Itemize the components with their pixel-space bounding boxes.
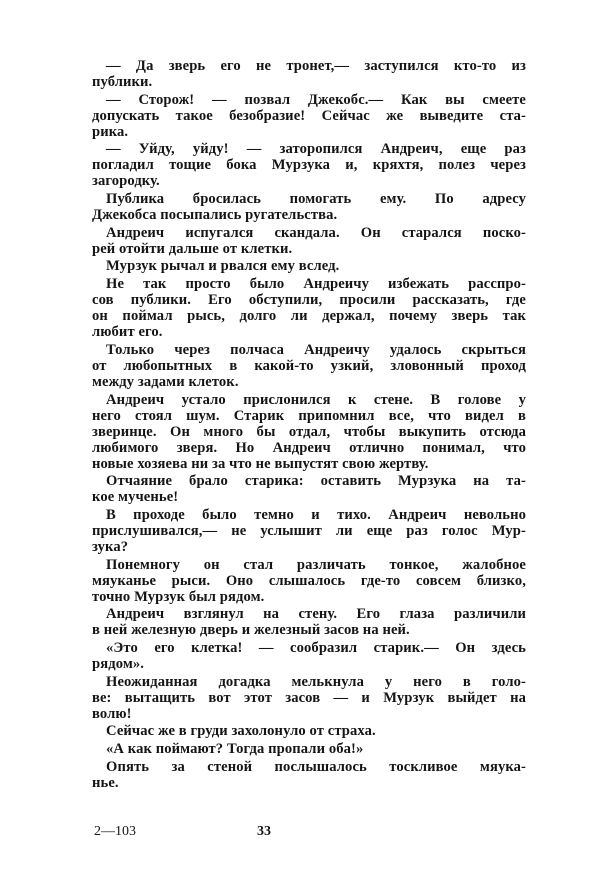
text-line: Андреич испугался скандала. Он старался поско-: [106, 224, 526, 241]
text-line: ве: вытащить вот этот засов — и Мурзук выйдет на: [92, 689, 526, 706]
text-line: погладил тощие бока Мурзука и, кряхтя, полез через: [92, 157, 526, 174]
paragraph: [92, 557, 526, 605]
text-line: Джекобса посыпались ругательства.: [92, 207, 338, 224]
page-number: 33: [257, 824, 271, 839]
text-line: — Сторож! — позвал Джекобс.— Как вы смеете: [106, 91, 526, 108]
text-line: новые хозяева ни за что не выпустят свою жертву.: [92, 455, 429, 472]
text-line: Сейчас же в груди захолонуло от страха.: [106, 723, 376, 740]
paragraph: [92, 92, 526, 140]
text-line: В проходе было темно и тихо. Андреич невольно: [106, 506, 526, 523]
text-line: рика.: [92, 123, 129, 140]
paragraph: [92, 741, 526, 757]
text-line: кое мученье!: [92, 489, 179, 506]
paragraph: [92, 723, 526, 739]
paragraph: [92, 674, 526, 722]
text-line: прислушивался,— не услышит ли еще раз голос Мур-: [92, 522, 526, 539]
text-line: — Уйду, уйду! — заторопился Андреич, еще раз: [106, 141, 526, 158]
text-line: от любопытных в какой-то узкий, зловонный проход: [92, 357, 526, 374]
text-line: любимого зверя. Но Андреич отлично понимал, что: [92, 439, 526, 456]
paragraph: [92, 392, 526, 472]
paragraph: [92, 58, 526, 90]
paragraph: [92, 640, 526, 672]
text-line: «Это его клетка! — сообразил старик.— Он здесь: [106, 639, 526, 656]
paragraph: [92, 276, 526, 340]
printer-signature: 2—103: [94, 824, 136, 839]
paragraph: [92, 141, 526, 189]
text-line: публики.: [92, 74, 153, 90]
text-line: мяуканье рыси. Оно слышалось где-то совсем близко,: [92, 572, 526, 589]
text-line: «А как поймают? Тогда пропали оба!»: [106, 741, 364, 757]
text-line: Только через полчаса Андреичу удалось скрыться: [106, 341, 526, 358]
text-line: Не так просто было Андреичу избежать расспро-: [106, 276, 526, 293]
text-line: — Да зверь его не тронет,— заступился кто-то из: [106, 58, 526, 74]
paragraph: [92, 759, 526, 791]
text-line: допускать такое безобразие! Сейчас же выведите ста-: [92, 107, 526, 124]
paragraph: [92, 342, 526, 390]
text-line: Андреич устало прислонился к стене. В голове у: [106, 391, 526, 408]
text-line: в ней железную дверь и железный засов на ней.: [92, 622, 410, 639]
text-line: зверинце. Он много бы отдал, чтобы выкупить отсюда: [92, 423, 526, 440]
paragraph: [92, 606, 526, 638]
text-line: него стоял шум. Старик припомнил все, что видел в: [92, 407, 526, 424]
text-line: зука?: [92, 538, 129, 555]
text-line: точно Мурзук был рядом.: [92, 588, 265, 605]
text-line: он поймал рысь, долго ли держал, почему зверь так: [92, 308, 526, 325]
paragraph: [92, 258, 526, 274]
paragraph: [92, 507, 526, 555]
text-line: между задами клеток.: [92, 373, 239, 390]
text-line: любит его.: [92, 324, 163, 341]
text-line: загородку.: [92, 173, 160, 190]
paragraph: [92, 225, 526, 257]
paragraph: [92, 191, 526, 223]
text-line: Андреич взглянул на стену. Его глаза различили: [106, 606, 526, 623]
text-line: Публика бросилась помогать ему. По адресу: [106, 191, 526, 208]
text-line: рей отойти дальше от клетки.: [92, 240, 293, 257]
page-body: [92, 58, 526, 792]
text-line: волю!: [92, 705, 132, 722]
text-line: Неожиданная догадка мелькнула у него в голо-: [106, 673, 526, 690]
text-line: Мурзук рычал и рвался ему вслед.: [106, 258, 340, 275]
text-line: сов публики. Его обступили, просили рассказать, где: [92, 292, 526, 309]
text-line: Отчаяние брало старика: оставить Мурзука на та-: [106, 473, 526, 490]
text-line: нье.: [92, 774, 119, 791]
text-line: Опять за стеной послышалось тоскливое мяука-: [106, 758, 526, 775]
paragraph: [92, 473, 526, 505]
text-line: рядом».: [92, 655, 144, 672]
text-line: Понемногу он стал различать тонкое, жалобное: [106, 556, 526, 573]
